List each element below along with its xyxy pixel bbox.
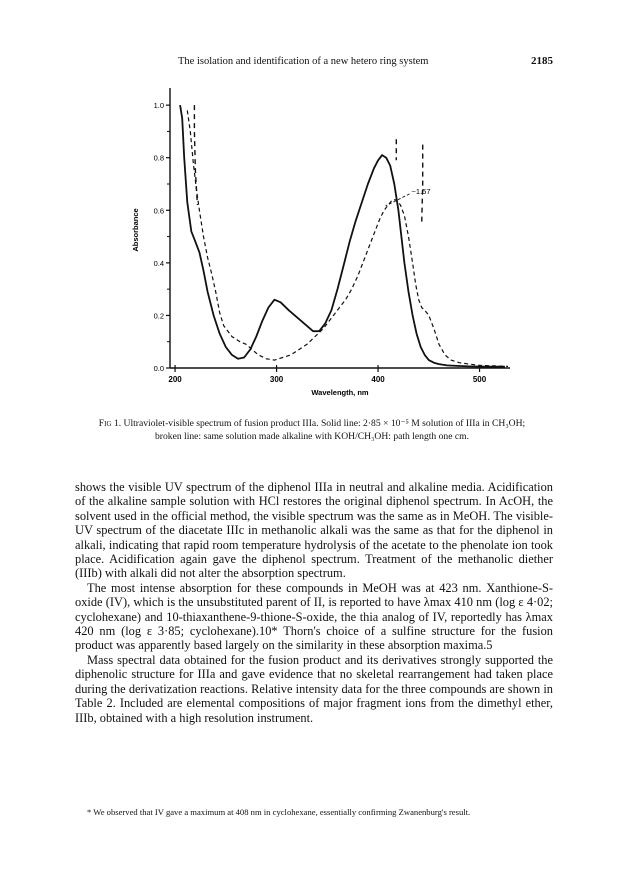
- chart-series: [180, 105, 508, 367]
- y-tick-label: 0.6: [153, 206, 164, 216]
- x-tick-label: 400: [371, 375, 385, 384]
- x-tick-label: 300: [269, 375, 284, 384]
- caption-text: Ultraviolet-visible spectrum of fusion product IIIa. Solid line: 2·85 × 10⁻⁵ M solution of IIIa in CH₃OH; broken line: same solution made alkaline with KOH/CH₃OH: path length one cm.: [123, 418, 526, 442]
- x-axis-label: Wavelength, nm: [311, 388, 369, 397]
- spectrum-chart: [130, 82, 530, 418]
- body-paragraph-2: The most intense absorption for these compounds in MeOH was at 423 nm. Xanthione-S-oxide (IV), which is the unsubstituted parent of II, is reported to have λmax 410 nm (log ε 4·02; cyclohexane) and 10-thiaxanthene-9-thione-S-oxide, the thia analog of IV, reportedly has λmax 420 nm (log ε 3·85; cyclohexane).10* Thorn's choice of a sulfine structure for the fusion product was apparently based largely on the similarity in these absorption maxima.5: [75, 580, 553, 653]
- body-paragraph-1: shows the visible UV spectrum of the diphenol IIIa in neutral and alkaline media. Acidification of the alkaline sample solution with HCl restores the original diphenol spectrum. In AcOH, the solvent used in the official method, the visible spectrum was the same as in MeOH. The visible-UV spectrum of the diacetate IIIc in methanolic alkali was the same as that for the diphenol in alkali, indicating that rapid room temperature hydrolysis of the acetate to the phenolate ion took place. Acidification again gave the diphenol spectrum. Treatment of the methanolic diether (IIIb) with alkali did not alter the absorption spectrum.: [75, 480, 553, 581]
- y-tick-label: 0.8: [153, 153, 164, 163]
- caption-label: Fig 1.: [98, 418, 122, 429]
- series-line-solid-0: [180, 105, 505, 367]
- absorption-spectrum-figure: [130, 82, 530, 418]
- chart-ticks: [154, 101, 487, 384]
- series-line-dashed-1: [187, 110, 508, 366]
- x-tick-label: 200: [168, 375, 182, 384]
- body-paragraph-3: Mass spectral data obtained for the fusion product and its derivatives strongly supported the diphenolic structure for IIIa and gave evidence that no skeletal rearrangement had taken place during the derivatization reactions. Relative intensity data for the three compounds are shown in Table 2. Included are elemental compositions of major fragment ions from the dimethyl ether, IIIb, obtained with a high resolution instrument.: [75, 652, 553, 725]
- page-number: 2185: [531, 55, 553, 67]
- footnote: * We observed that IV gave a maximum at 408 nm in cyclohexane, essentially confirming Zwanenburg's result.: [87, 807, 471, 817]
- chart-axes: [170, 88, 510, 368]
- annotation-label: ~1.57: [411, 186, 431, 196]
- y-tick-label: 0.2: [153, 311, 164, 321]
- running-title: The isolation and identification of a new hetero ring system: [178, 56, 429, 67]
- series-line-dashed-vertical-4: [422, 145, 423, 224]
- y-axis-label: Absorbance: [131, 208, 140, 252]
- figure-caption: [92, 418, 532, 443]
- series-line-dashed-vertical-2: [194, 105, 197, 205]
- y-tick-label: 0.0: [153, 364, 164, 373]
- body-text: [75, 480, 553, 725]
- chart-labels: [131, 187, 431, 397]
- y-tick-label: 1.0: [153, 101, 164, 111]
- y-tick-label: 0.4: [153, 258, 164, 268]
- x-tick-label: 500: [472, 375, 487, 384]
